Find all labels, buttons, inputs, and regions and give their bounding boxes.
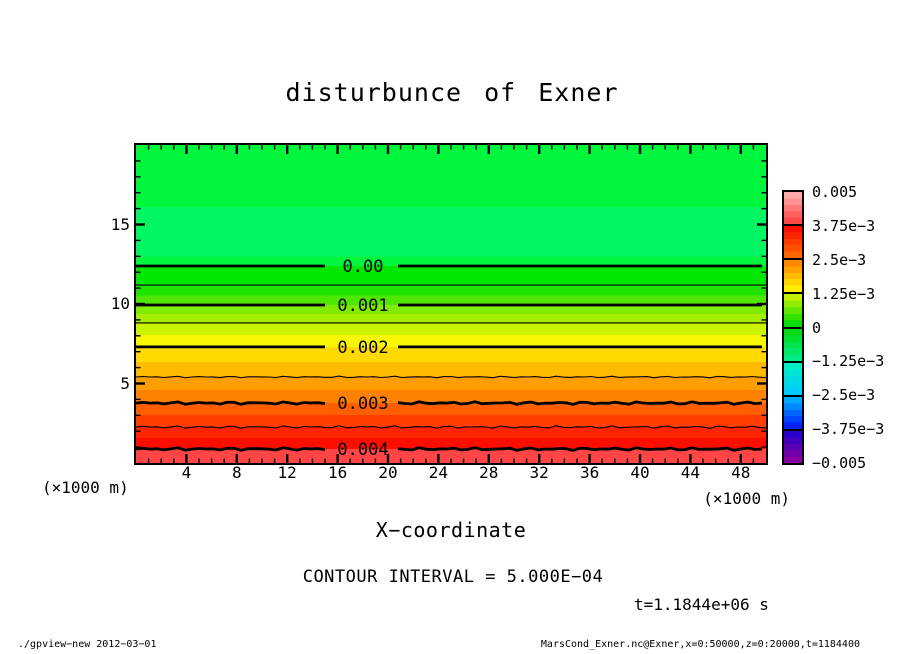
colorbar-label: 1.25e−3 — [812, 284, 876, 303]
footer-datasource: MarsCond_Exner.nc@Exner,x=0:50000,z=0:20000,t=1184400 — [540, 639, 860, 650]
contour-line — [136, 448, 325, 451]
x-tick-label: 32 — [529, 463, 549, 482]
colorbar-label: 0 — [812, 318, 822, 337]
colorbar-cell — [784, 294, 802, 328]
colorbar-label: −1.25e−3 — [812, 352, 885, 371]
x-tick-label: 8 — [231, 463, 242, 482]
contour-line — [136, 376, 766, 378]
y-tick-label: 15 — [110, 214, 130, 234]
colorbar-cell — [784, 192, 802, 226]
colorbar-label: −0.005 — [812, 454, 867, 472]
contour-label: 0.002 — [337, 337, 389, 358]
contour-line — [398, 448, 762, 451]
x-tick-label: 44 — [680, 463, 701, 482]
chart-title: disturbunce of Exner — [285, 78, 619, 107]
y-tick-label: 5 — [120, 373, 130, 393]
contour-label: 0.003 — [337, 394, 389, 415]
time-annotation: t=1.1844e+06 s — [634, 595, 769, 614]
colorbar-label: −3.75e−3 — [812, 420, 885, 439]
y-axis-unit: (×1000 m) — [42, 478, 129, 497]
colorbar-label: 0.005 — [812, 183, 858, 201]
x-tick-label: 36 — [579, 463, 600, 482]
contour-line — [136, 402, 325, 404]
x-tick-label: 20 — [378, 463, 398, 482]
x-tick-label: 16 — [327, 463, 348, 482]
y-tick-label: 10 — [110, 294, 130, 313]
x-tick-label: 24 — [428, 463, 449, 482]
x-tick-label: 12 — [277, 463, 297, 482]
colorbar-label: 3.75e−3 — [812, 216, 876, 235]
contour-line — [398, 402, 762, 405]
colorbar-cell — [784, 397, 802, 431]
colorbar-label: −2.5e−3 — [812, 386, 876, 405]
x-axis-title: X−coordinate — [375, 518, 527, 542]
contour-label: 0.001 — [337, 295, 389, 316]
colorbar — [782, 190, 804, 465]
colorbar-cell — [784, 363, 802, 397]
footer-command: ./gpview−new 2012−03−01 — [18, 639, 157, 650]
contour-lines-layer — [136, 145, 766, 463]
colorbar-cell — [784, 226, 802, 260]
colorbar-cell — [784, 260, 802, 294]
x-axis-unit: (×1000 m) — [703, 489, 790, 508]
colorbar-cell — [784, 329, 802, 363]
contour-line — [136, 426, 766, 429]
x-tick-label: 48 — [731, 463, 751, 482]
colorbar-cell — [784, 431, 802, 463]
contour-label: 0.004 — [337, 440, 389, 461]
plot-area — [134, 143, 768, 465]
x-tick-label: 40 — [630, 463, 650, 482]
colorbar-label: 2.5e−3 — [812, 250, 867, 269]
x-tick-label: 4 — [181, 463, 192, 482]
x-tick-label: 28 — [479, 463, 499, 482]
contour-label: 0.00 — [342, 256, 384, 277]
contour-interval-note: CONTOUR INTERVAL = 5.000E−04 — [302, 567, 604, 587]
